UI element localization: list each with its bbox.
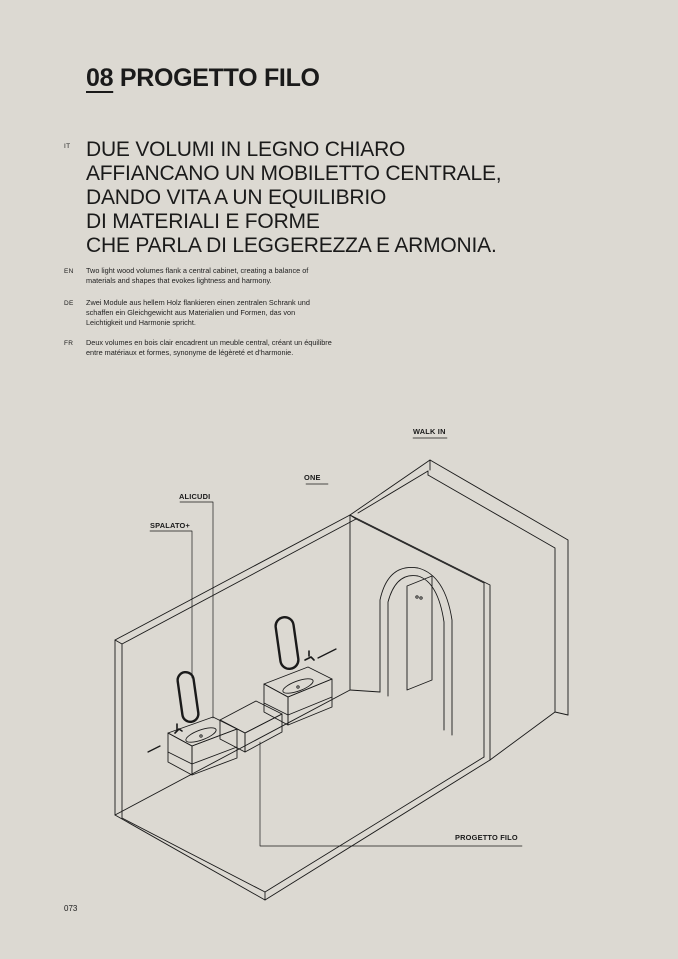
vanity-left: [148, 717, 237, 775]
callout-walk-in: WALK IN: [413, 427, 446, 436]
body-line: Two light wood volumes flank a central cabinet, creating a balance of: [86, 266, 309, 275]
headline-line: DUE VOLUMI IN LEGNO CHIARO: [86, 138, 406, 161]
body-line: Leichtigkeit und Harmonie spricht.: [86, 317, 196, 327]
body-line: materials and shapes that evokes lightness and harmony.: [86, 275, 272, 285]
callout-alicudi: ALICUDI: [179, 492, 211, 501]
body-line: entre matériaux et formes, synonyme de légèreté et d’harmonie.: [86, 347, 294, 357]
central-cabinet: [220, 701, 282, 752]
callout-spalato: SPALATO+: [150, 521, 190, 530]
section-name: PROGETTO FILO: [119, 64, 320, 92]
body-line: Zwei Module aus hellem Holz flankieren einen zentralen Schrank und: [86, 298, 310, 307]
body-line: schaffen ein Gleichgewicht aus Materialien und Formen, das von: [86, 307, 296, 317]
vanity-right: [264, 649, 336, 725]
callout-progetto-filo: PROGETTO FILO: [455, 833, 518, 842]
walk-in-room-walls: [350, 460, 568, 715]
section-number: 08: [86, 64, 114, 92]
lang-code-fr: FR: [64, 340, 74, 347]
headline-line: DI MATERIALI E FORME: [86, 210, 320, 233]
back-wall-with-arch: [350, 515, 490, 760]
back-left-wall: [115, 515, 356, 818]
headline-line: DANDO VITA A UN EQUILIBRIO: [86, 186, 387, 209]
mirror-right: [274, 616, 299, 670]
headline-line: CHE PARLA DI LEGGEREZZA E ARMONIA.: [86, 234, 497, 257]
callout-one: ONE: [304, 473, 321, 482]
headline-line: AFFIANCANO UN MOBILETTO CENTRALE,: [86, 162, 502, 185]
floor: [115, 690, 555, 900]
lang-code-it: IT: [64, 143, 71, 150]
body-line: Deux volumes en bois clair encadrent un meuble central, créant un équilibre: [86, 338, 332, 347]
leader-spalato: [150, 531, 192, 678]
page-number: 073: [64, 904, 78, 913]
lang-code-de: DE: [64, 300, 74, 307]
walk-in-glass-panel: [407, 576, 432, 690]
mirror-left: [177, 671, 200, 723]
lang-code-en: EN: [64, 268, 74, 275]
